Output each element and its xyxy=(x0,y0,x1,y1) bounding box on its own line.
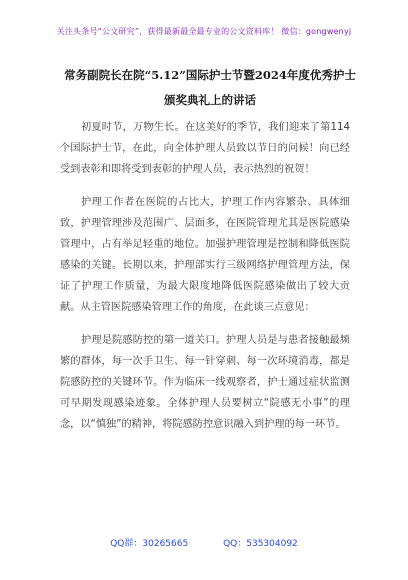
document-title-line2: 颁奖典礼上的讲话 xyxy=(164,93,256,107)
paragraph-3: 护理是院感防控的第一道关口。护理人员是与患者接触最频繁的群体，每一次手卫生、每一针穿刺、每一次环境消毒，都是院感防控的关键环节。作为临床一线观察者，护士通过症状监测可早期发现感染迹象。全体护理人员要树立“院感无小事”的理念，以“慎独”的精神，将院感防控意识融入到护理的每一环节。 xyxy=(60,335,350,430)
document-title-line1: 常务副院长在院“5.12”国际护士节暨2024年度优秀护士 xyxy=(64,68,356,82)
paragraph-2: 护理工作者在医院的占比大，护理工作内容繁杂、具体细致，护理管理涉及范围广、层面多，在医院管理尤其是医院感染管理中，占有举足轻重的地位。加强护理管理是控制和降低医院感染的关键。长期以来，护理部实行三级网络护理管理方法，保证了护理工作质量，为最大限度地降低医院感染做出了较大贡献。从主管医院感染管理工作的角度，在此谈三点意见： xyxy=(60,197,350,313)
footer-qq: QQ：535304092 xyxy=(223,539,298,549)
header-promo-note: 关注头条号“公文研究”，获得最新最全最专业的公文资料库！ 微信：gongwenyj xyxy=(56,27,352,36)
document-body xyxy=(60,117,350,447)
footer-contact xyxy=(0,536,408,549)
footer-qq-group: QQ群：30265665 xyxy=(110,539,189,549)
paragraph-1: 初夏时节，万物生长。在这美好的季节，我们迎来了第114个国际护士节，在此，向全体护理人员致以节日的问候！向已经受到表彰和即将受到表彰的护理人员，表示热烈的祝贺！ xyxy=(60,122,350,175)
